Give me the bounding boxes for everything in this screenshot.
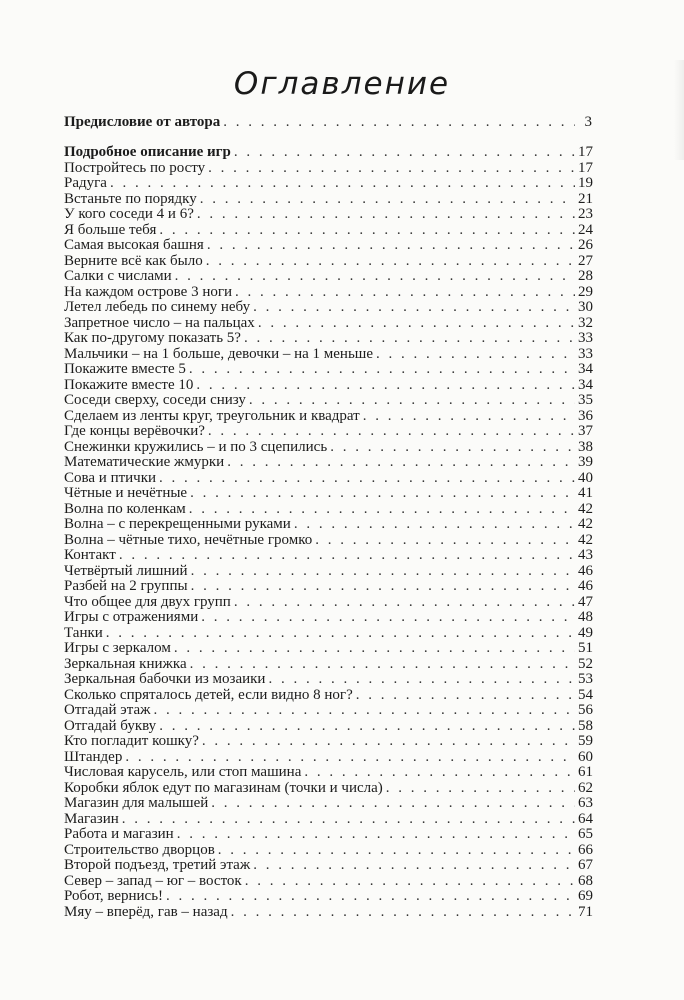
toc-entry-label: Мальчики – на 1 больше, девочки – на 1 меньше — [64, 345, 374, 362]
toc-entry-label: Летел лебедь по синему небу — [64, 299, 251, 315]
toc-entry-page: 29 — [578, 283, 593, 300]
toc-leader-dots — [196, 378, 575, 394]
toc-entry[interactable] — [64, 843, 592, 859]
toc-entry-label: Сколько спряталось детей, если видно 8 ног? — [64, 686, 353, 703]
toc-entry-label: Игры с отражениями — [64, 609, 199, 625]
toc-entry-page: 41 — [578, 485, 593, 501]
toc-section-heading[interactable] — [64, 145, 592, 161]
toc-leader-dots — [200, 192, 575, 208]
toc-entry-page: 51 — [578, 640, 593, 656]
toc-leader-dots — [315, 533, 575, 549]
toc-entry[interactable] — [64, 595, 592, 611]
toc-entry[interactable] — [64, 362, 592, 378]
toc-entry[interactable] — [64, 486, 592, 502]
toc-entry[interactable] — [64, 579, 592, 595]
toc-entry[interactable] — [64, 703, 592, 719]
toc-entry[interactable] — [64, 378, 592, 394]
toc-entry-page: 24 — [578, 221, 593, 238]
toc-entry-page: 36 — [578, 407, 593, 424]
toc-entry[interactable] — [64, 269, 592, 285]
toc-entry-page: 53 — [578, 671, 593, 687]
toc-leader-dots — [197, 207, 575, 223]
toc-entry-label: На каждом острове 3 ноги — [64, 283, 233, 300]
toc-entry[interactable] — [64, 238, 592, 254]
toc-entry[interactable] — [64, 905, 592, 921]
toc-entry-label: Покажите вместе 5 — [64, 361, 186, 377]
toc-entry-page: 19 — [578, 175, 593, 191]
toc-entry-page: 54 — [578, 686, 593, 703]
toc-leader-dots — [206, 254, 575, 270]
toc-entry-label: Где концы верёвочки? — [64, 423, 205, 439]
toc-entry[interactable] — [64, 517, 592, 533]
toc-entry-label: Математические жмурки — [64, 454, 225, 470]
toc-entry-page: 28 — [578, 268, 593, 284]
toc-entry-page: 34 — [578, 361, 593, 377]
toc-entry[interactable] — [64, 207, 592, 223]
toc-entry-page: 46 — [578, 562, 593, 579]
toc-entry-label: Робот, вернись! — [64, 888, 164, 904]
toc-entry[interactable] — [64, 502, 592, 518]
toc-leader-dots — [244, 331, 575, 347]
toc-entry-page: 34 — [578, 376, 593, 393]
toc-leader-dots — [153, 703, 575, 719]
toc-entry[interactable] — [64, 455, 592, 471]
toc-entry-label: Работа и магазин — [64, 826, 174, 842]
toc-leader-dots — [304, 765, 575, 781]
toc-leader-dots — [125, 750, 575, 766]
toc-entry-page: 17 — [578, 159, 593, 176]
toc-entry-label: Север – запад – юг – восток — [64, 872, 242, 889]
toc-entry-label: Что общее для двух групп — [64, 593, 231, 610]
toc-leader-dots — [122, 812, 575, 828]
toc-leader-dots — [386, 781, 575, 797]
toc-leader-dots — [249, 393, 575, 409]
toc-entry-page: 39 — [578, 454, 593, 470]
toc-leader-dots — [223, 114, 575, 131]
toc-entry-page: 60 — [578, 748, 593, 765]
toc-leader-dots — [208, 161, 575, 177]
toc-entry-page: 48 — [578, 609, 593, 625]
toc-entry-label: Я больше тебя — [64, 221, 157, 238]
toc-entry-page: 67 — [578, 857, 593, 873]
toc-entry[interactable] — [64, 734, 592, 750]
toc-entry[interactable] — [64, 331, 592, 347]
toc-entry-label: Отгадай букву — [64, 717, 157, 734]
toc-entry[interactable] — [64, 176, 592, 192]
toc-entry-label: Чётные и нечётные — [64, 485, 188, 501]
toc-entry-label: Волна – чётные тихо, нечётные громко — [64, 531, 313, 548]
toc-entry-page: 33 — [578, 330, 593, 346]
toc-entry[interactable] — [64, 223, 592, 239]
toc-preface-row[interactable] — [64, 114, 592, 131]
toc-entry-label: Радуга — [64, 175, 107, 191]
toc-entry[interactable] — [64, 626, 592, 642]
toc-leader-dots — [245, 874, 575, 890]
toc-leader-dots — [207, 238, 575, 254]
toc-leader-dots — [268, 672, 575, 688]
toc-leader-dots — [234, 145, 575, 161]
toc-entry[interactable] — [64, 471, 592, 487]
toc-entry-page: 23 — [578, 206, 593, 222]
toc-leader-dots — [363, 409, 575, 425]
toc-entry-page: 69 — [578, 888, 593, 904]
toc-entry-page: 33 — [578, 345, 593, 362]
toc-leader-dots — [201, 610, 575, 626]
toc-entry-label: Отгадай этаж — [64, 702, 151, 718]
toc-entry-page: 66 — [578, 841, 593, 858]
toc-entry-page: 56 — [578, 702, 593, 718]
toc-entry-label: Волна по коленкам — [64, 500, 186, 517]
toc-entry-page: 43 — [578, 547, 593, 563]
toc-entry-label: Четвёртый лишний — [64, 562, 188, 579]
toc-entry[interactable] — [64, 424, 592, 440]
toc-entry-label: У кого соседи 4 и 6? — [64, 206, 194, 222]
toc-leader-dots — [218, 843, 575, 859]
toc-entry-page: 42 — [578, 531, 593, 548]
toc-leader-dots — [166, 889, 575, 905]
toc-leader-dots — [159, 223, 575, 239]
toc-entry[interactable] — [64, 858, 592, 874]
toc-entry-label: Разбей на 2 группы — [64, 578, 188, 594]
toc-entry[interactable] — [64, 657, 592, 673]
toc-entry-page: 32 — [578, 314, 593, 331]
toc-entry-label: Верните всё как было — [64, 252, 203, 269]
toc-entry-page: 38 — [578, 438, 593, 455]
toc-entry[interactable] — [64, 285, 592, 301]
toc-entry-page: 42 — [578, 500, 593, 517]
toc-entry-page: 37 — [578, 423, 593, 439]
toc-leader-dots — [159, 719, 575, 735]
toc-entry-label: Подробное описание игр — [64, 144, 231, 160]
toc-entry[interactable] — [64, 765, 592, 781]
toc-entry-label: Соседи сверху, соседи снизу — [64, 392, 246, 408]
toc-entry-page: 68 — [578, 872, 593, 889]
toc-entry-page: 27 — [578, 252, 593, 269]
toc-preface-label: Предисловие от автора — [64, 114, 221, 130]
toc-entry-page: 59 — [578, 733, 593, 749]
toc-entry[interactable] — [64, 688, 592, 704]
toc-leader-dots — [376, 347, 575, 363]
toc-entry-page: 42 — [578, 516, 593, 532]
toc-entry-label: Танки — [64, 624, 103, 641]
toc-leader-dots — [253, 858, 575, 874]
toc-entry-page: 63 — [578, 795, 593, 811]
toc-entry-label: Коробки яблок едут по магазинам (точки и числа) — [64, 779, 383, 796]
toc-entry[interactable] — [64, 300, 592, 316]
toc-entry[interactable] — [64, 781, 592, 797]
toc-leader-dots — [253, 300, 575, 316]
toc-entry-page: 47 — [578, 593, 593, 610]
toc-entry[interactable] — [64, 316, 592, 332]
toc-entry[interactable] — [64, 641, 592, 657]
toc-entry[interactable] — [64, 533, 592, 549]
toc-leader-dots — [177, 827, 575, 843]
toc-entry[interactable] — [64, 812, 592, 828]
toc-leader-dots — [159, 471, 575, 487]
toc-leader-dots — [189, 502, 575, 518]
toc-entry-label: Зеркальная бабочки из мозаики — [64, 671, 266, 687]
toc-entry-label: Зеркальная книжка — [64, 655, 187, 672]
toc-entry-page: 58 — [578, 717, 593, 734]
toc-entry-label: Магазин для малышей — [64, 795, 209, 811]
toc-entry[interactable] — [64, 796, 592, 812]
toc-entry[interactable] — [64, 672, 592, 688]
toc-entry-label: Второй подъезд, третий этаж — [64, 857, 251, 873]
toc-entry-page: 49 — [578, 624, 593, 641]
toc-entry[interactable] — [64, 827, 592, 843]
toc-leader-dots — [174, 641, 575, 657]
toc-entry-label: Игры с зеркалом — [64, 640, 171, 656]
toc-leader-dots — [231, 905, 575, 921]
toc-leader-dots — [106, 626, 575, 642]
toc-entry[interactable] — [64, 409, 592, 425]
toc-entry-page: 61 — [578, 764, 593, 780]
toc-entry[interactable] — [64, 610, 592, 626]
toc-entry-label: Самая высокая башня — [64, 237, 204, 253]
toc-entry[interactable] — [64, 192, 592, 208]
toc-leader-dots — [202, 734, 575, 750]
toc-entry-page: 35 — [578, 392, 593, 408]
toc-entry-label: Сова и птички — [64, 469, 157, 486]
toc-leader-dots — [211, 796, 575, 812]
toc-entry-label: Салки с числами — [64, 268, 172, 284]
toc-leader-dots — [191, 579, 575, 595]
toc-entry-label: Запретное число – на пальцах — [64, 314, 255, 331]
toc-entry-label: Постройтесь по росту — [64, 159, 206, 176]
toc-leader-dots — [190, 486, 575, 502]
toc-entry-label: Мяу – вперёд, гав – назад — [64, 903, 228, 920]
toc-entry-label: Штандер — [64, 748, 123, 765]
toc-leader-dots — [110, 176, 575, 192]
toc-preface-page: 3 — [584, 114, 592, 130]
toc-entry-label: Числовая карусель, или стоп машина — [64, 764, 302, 780]
toc-leader-dots — [235, 285, 575, 301]
toc-leader-dots — [234, 595, 575, 611]
toc-leader-dots — [119, 548, 575, 564]
toc-leader-dots — [294, 517, 575, 533]
toc-entry[interactable] — [64, 874, 592, 890]
toc-entry[interactable] — [64, 254, 592, 270]
toc-entry-label: Строительство дворцов — [64, 841, 215, 858]
toc-leader-dots — [356, 688, 575, 704]
toc-entry-page: 30 — [578, 299, 593, 315]
toc-entry[interactable] — [64, 889, 592, 905]
toc-entry-label: Как по-другому показать 5? — [64, 330, 241, 346]
toc-leader-dots — [258, 316, 575, 332]
table-of-contents — [64, 145, 592, 920]
toc-entry[interactable] — [64, 719, 592, 735]
toc-entry-label: Сделаем из ленты круг, треугольник и квадрат — [64, 407, 360, 424]
toc-entry-label: Кто погладит кошку? — [64, 733, 199, 749]
toc-entry-page: 62 — [578, 779, 593, 796]
toc-entry-page: 71 — [578, 903, 593, 920]
toc-entry-page: 46 — [578, 578, 593, 594]
toc-leader-dots — [227, 455, 575, 471]
toc-leader-dots — [190, 657, 575, 673]
toc-leader-dots — [189, 362, 575, 378]
toc-entry-label: Волна – с перекрещенными руками — [64, 516, 291, 532]
toc-leader-dots — [191, 564, 575, 580]
toc-leader-dots — [330, 440, 575, 456]
toc-leader-dots — [175, 269, 575, 285]
toc-entry-label: Встаньте по порядку — [64, 190, 197, 207]
toc-entry-label: Магазин — [64, 810, 119, 827]
toc-entry-page: 65 — [578, 826, 593, 842]
toc-entry-label: Покажите вместе 10 — [64, 376, 194, 393]
toc-entry-page: 40 — [578, 469, 593, 486]
page-title: Оглавление — [233, 66, 451, 102]
toc-entry-page: 64 — [578, 810, 593, 827]
toc-entry-page: 26 — [578, 237, 593, 253]
toc-entry[interactable] — [64, 161, 592, 177]
toc-entry-label: Снежинки кружились – и по 3 сцепились — [64, 438, 328, 455]
toc-entry[interactable] — [64, 347, 592, 363]
toc-entry[interactable] — [64, 548, 592, 564]
toc-entry[interactable] — [64, 750, 592, 766]
toc-entry-page: 17 — [578, 144, 593, 160]
toc-leader-dots — [208, 424, 575, 440]
toc-entry[interactable] — [64, 440, 592, 456]
toc-entry-page: 21 — [578, 190, 593, 207]
toc-entry-page: 52 — [578, 655, 593, 672]
toc-entry-label: Контакт — [64, 547, 116, 563]
toc-entry[interactable] — [64, 393, 592, 409]
toc-entry[interactable] — [64, 564, 592, 580]
